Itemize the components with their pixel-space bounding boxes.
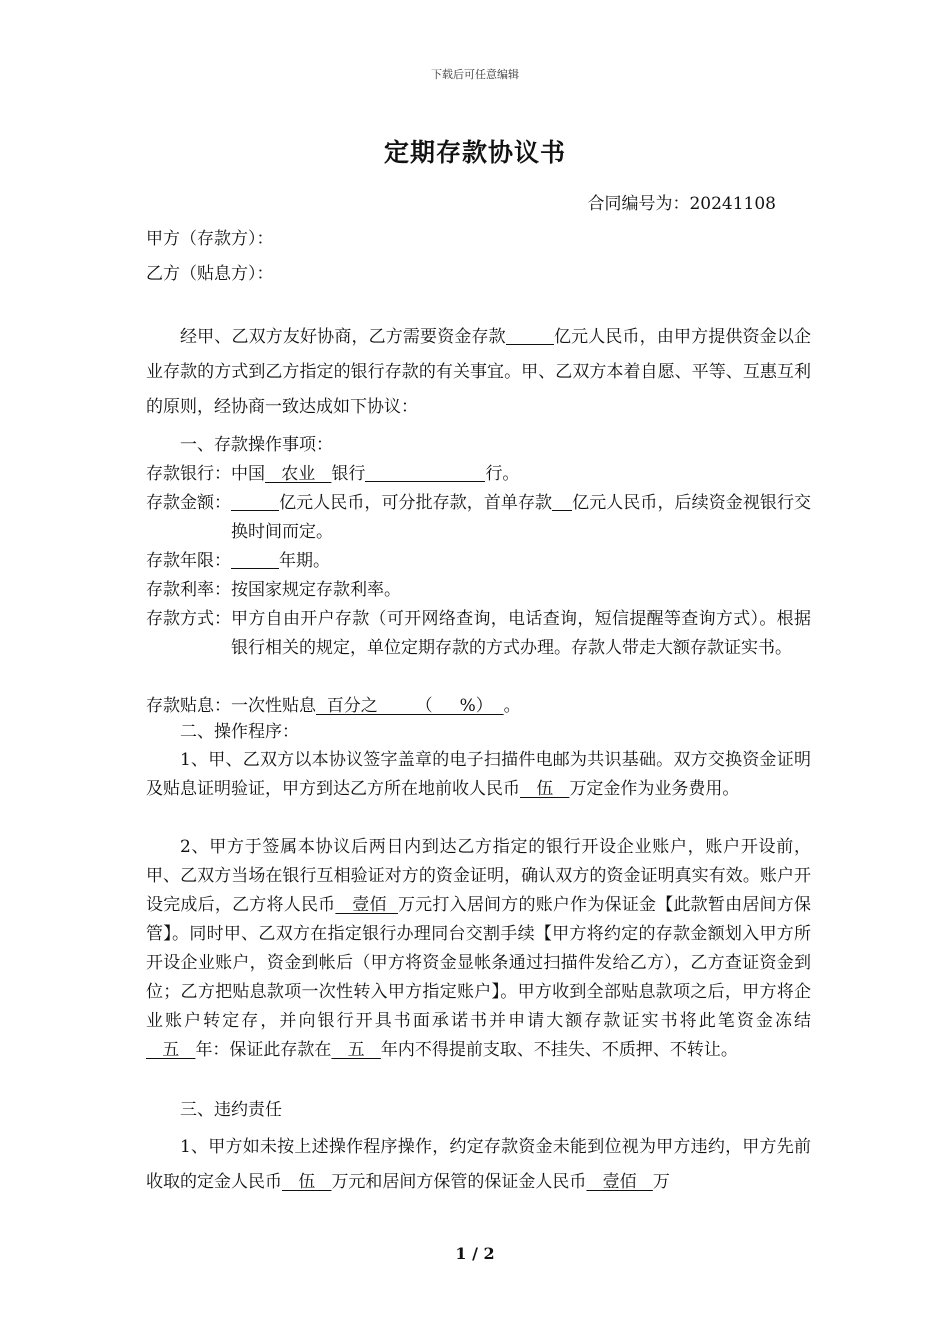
procedure-paragraph-2 xyxy=(146,833,811,1065)
deposit-amount-row xyxy=(146,489,811,547)
procedure-2-text-d: 年内不得提前支取、不挂失、不质押、不转让。 xyxy=(380,1040,738,1060)
procedure-2-text-b: 万元打入居间方的账户作为保证金【此款暂由居间方保管】。同时甲、乙双方在指定银行办理同台交割手续【甲方将约定的存款金额划入甲方所开设企业账户，资金到帐后（甲方将资金显帐条通过扫描件发给乙方），乙方查证资金到位；乙方把贴息款项一次性转入甲方指定账户】。甲方收到全部贴息款项之后，甲方将企业账户转定存，并向银行开具书面承诺书并申请大额存款证实书将此笔资金冻结 xyxy=(146,895,811,1031)
amount-blank xyxy=(506,327,554,345)
party-a-label: 甲方（存款方）： xyxy=(146,229,274,249)
subsidy-text-a: 一次性贴息 xyxy=(231,696,316,716)
branch-blank xyxy=(365,464,485,482)
liability-1-fill-1: 伍 xyxy=(282,1172,332,1192)
intro-paragraph xyxy=(146,320,811,425)
procedure-2-fill-2: 五 xyxy=(146,1040,196,1060)
deposit-subsidy-label: 存款贴息： xyxy=(146,696,231,716)
liability-1-text-b: 万元和居间方保管的保证金人民币 xyxy=(331,1172,587,1192)
procedure-paragraph-1 xyxy=(146,746,811,804)
amount-blank xyxy=(231,493,279,511)
amount-text-a: 亿元人民币，可分批存款，首单存款 xyxy=(279,493,553,513)
deposit-method-text: 甲方自由开户存款（可开网络查询，电话查询，短信提醒等查询方式）。根据银行相关的规定，单位定期存款的方式办理。存款人带走大额存款证实书。 xyxy=(231,609,811,658)
procedure-2-text-c: 年：保证此存款在 xyxy=(195,1040,332,1060)
liability-paragraph-1 xyxy=(146,1130,811,1200)
procedure-2-fill-3: 五 xyxy=(331,1040,381,1060)
deposit-term-row xyxy=(146,547,811,576)
liability-1-text-a: 1、甲方如未按上述操作程序操作，约定存款资金未能到位视为甲方违约，甲方先前收取的定金人民币 xyxy=(146,1137,811,1192)
deposit-method-label: 存款方式： xyxy=(146,609,231,629)
procedure-1-fill: 伍 xyxy=(520,779,570,799)
bank-text-a: 中国 xyxy=(231,464,265,484)
deposit-subsidy-row xyxy=(146,692,811,721)
header-note: 下载后可任意编辑 xyxy=(431,68,519,81)
page-number: 1 / 2 xyxy=(455,1244,495,1263)
deposit-bank-label: 存款银行： xyxy=(146,464,231,484)
contract-number: 合同编号为：20241108 xyxy=(587,194,776,214)
deposit-term-label: 存款年限： xyxy=(146,551,231,571)
section-2-heading: 二、操作程序： xyxy=(180,722,299,742)
liability-1-text-c: 万 xyxy=(652,1172,670,1192)
term-blank xyxy=(231,551,279,569)
deposit-method-row xyxy=(146,605,811,663)
procedure-1-text-a: 1、甲、乙双方以本协议签字盖章的电子扫描件电邮为共识基础。双方交换资金证明及贴息证明验证，甲方到达乙方所在地前收人民币 xyxy=(146,750,811,799)
bank-text-c: 行。 xyxy=(485,464,520,484)
deposit-rate-row xyxy=(146,576,811,605)
deposit-rate-label: 存款利率： xyxy=(146,580,231,600)
deposit-bank-row xyxy=(146,460,811,489)
intro-text-1: 经甲、乙双方友好协商，乙方需要资金存款 xyxy=(180,327,506,347)
document-title: 定期存款协议书 xyxy=(383,138,566,167)
section-1-heading: 一、存款操作事项： xyxy=(180,435,333,455)
bank-fill: 农业 xyxy=(265,464,332,484)
procedure-1-text-b: 万定金作为业务费用。 xyxy=(569,779,740,799)
liability-1-fill-2: 壹佰 xyxy=(586,1172,653,1192)
amount-text-b: 亿元人民币，后续资金视银行交换时间而定。 xyxy=(231,493,812,542)
subsidy-text-b: 。 xyxy=(503,696,521,716)
subsidy-fill: 百分之 （ %） xyxy=(316,696,504,716)
procedure-2-text-a: 2、甲方于签属本协议后两日内到达乙方指定的银行开设企业账户，账户开设前，甲、乙双方当场在银行互相验证对方的资金证明，确认双方的资金证明真实有效。账户开设完成后，乙方将人民币 xyxy=(146,837,811,915)
procedure-2-fill-1: 壹佰 xyxy=(335,895,398,915)
intro-text-2: 亿元人民币，由甲方提供资金以企业存款的方式到乙方指定的银行存款的有关事宜。甲、乙双方本着自愿、平等、互惠互利的原则，经协商一致达成如下协议： xyxy=(146,327,812,417)
deposit-rate-text: 按国家规定存款利率。 xyxy=(231,580,401,600)
term-text: 年期。 xyxy=(279,551,330,571)
section-3-heading: 三、违约责任 xyxy=(180,1100,282,1120)
bank-text-b: 银行 xyxy=(331,464,366,484)
party-b-label: 乙方（贴息方）： xyxy=(146,264,274,284)
first-amount-blank xyxy=(552,493,572,511)
deposit-amount-label: 存款金额： xyxy=(146,493,231,513)
